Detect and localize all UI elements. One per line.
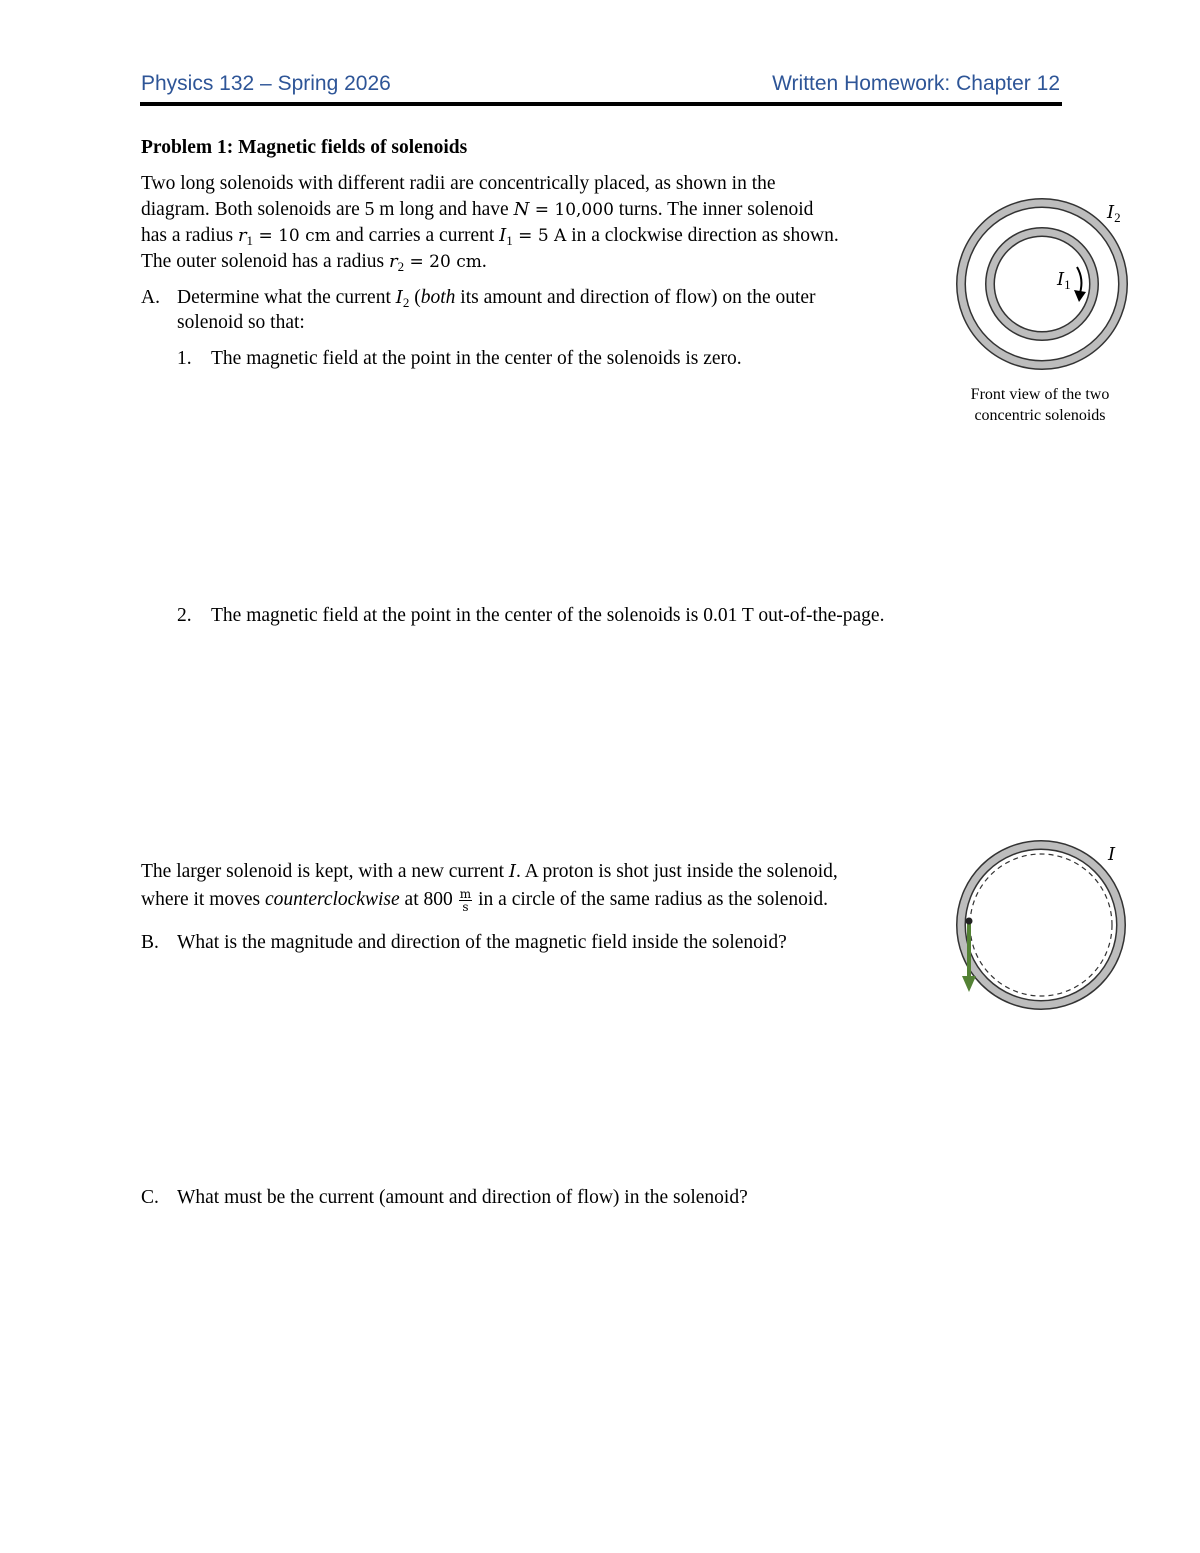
part-c-label: C. xyxy=(141,1187,159,1208)
question-2-text: The magnetic field at the point in the center of the solenoids is 0.01 T out-of-the-page. xyxy=(211,605,885,626)
speed-unit-fraction: $\frac{m}{s}$ xyxy=(459,887,472,915)
course-header: Physics 132 – Spring 2026 xyxy=(141,72,391,95)
outer-current-label: $I_2$ xyxy=(1107,202,1121,225)
proton-path-figure xyxy=(0,780,1200,1020)
assignment-header: Written Homework: Chapter 12 xyxy=(772,72,1060,95)
scenario-line-1: The larger solenoid is kept, with a new current I. A proton is shot just inside the solenoid, xyxy=(141,861,838,882)
problem-title: Problem 1: Magnetic fields of solenoids xyxy=(141,137,468,158)
question-1-text: The magnetic field at the point in the center of the solenoids is zero. xyxy=(211,348,742,369)
solenoid-current-label: I xyxy=(1108,844,1116,865)
intro-line-2: diagram. Both solenoids are 5 m long and have N = 10,000 turns. The inner solenoid xyxy=(141,199,814,220)
figure-1-caption: Front view of the two concentric solenoids xyxy=(970,386,1110,424)
part-a-line-1: Determine what the current $I_2$ (both its amount and direction of flow) on the outer xyxy=(177,287,816,310)
question-2-number: 2. xyxy=(177,605,192,626)
scenario-line-2: where it moves counterclockwise at 800 $\frac{m}{s}$ in a circle of the same radius as the solenoid. xyxy=(141,887,828,915)
inner-current-label: $I_1$ xyxy=(1057,269,1071,292)
part-b-text: What is the magnitude and direction of the magnetic field inside the solenoid? xyxy=(177,932,787,953)
intro-line-3: has a radius $r_1 = 10$ cm and carries a current $I_1 = 5$ A in a clockwise direction as shown. xyxy=(141,225,839,248)
part-c-text: What must be the current (amount and direction of flow) in the solenoid? xyxy=(177,1187,748,1208)
intro-line-1: Two long solenoids with different radii are concentrically placed, as shown in the xyxy=(141,173,776,194)
proton-dot xyxy=(966,918,973,925)
intro-line-4: The outer solenoid has a radius $r_2 = 20$ cm. xyxy=(141,251,487,274)
part-b-label: B. xyxy=(141,932,159,953)
part-a-label: A. xyxy=(141,287,160,308)
proton-path-dashed-circle xyxy=(970,854,1112,996)
question-1-number: 1. xyxy=(177,348,192,369)
clockwise-arrow-icon xyxy=(1074,267,1086,302)
part-a-line-2: solenoid so that: xyxy=(177,312,305,333)
